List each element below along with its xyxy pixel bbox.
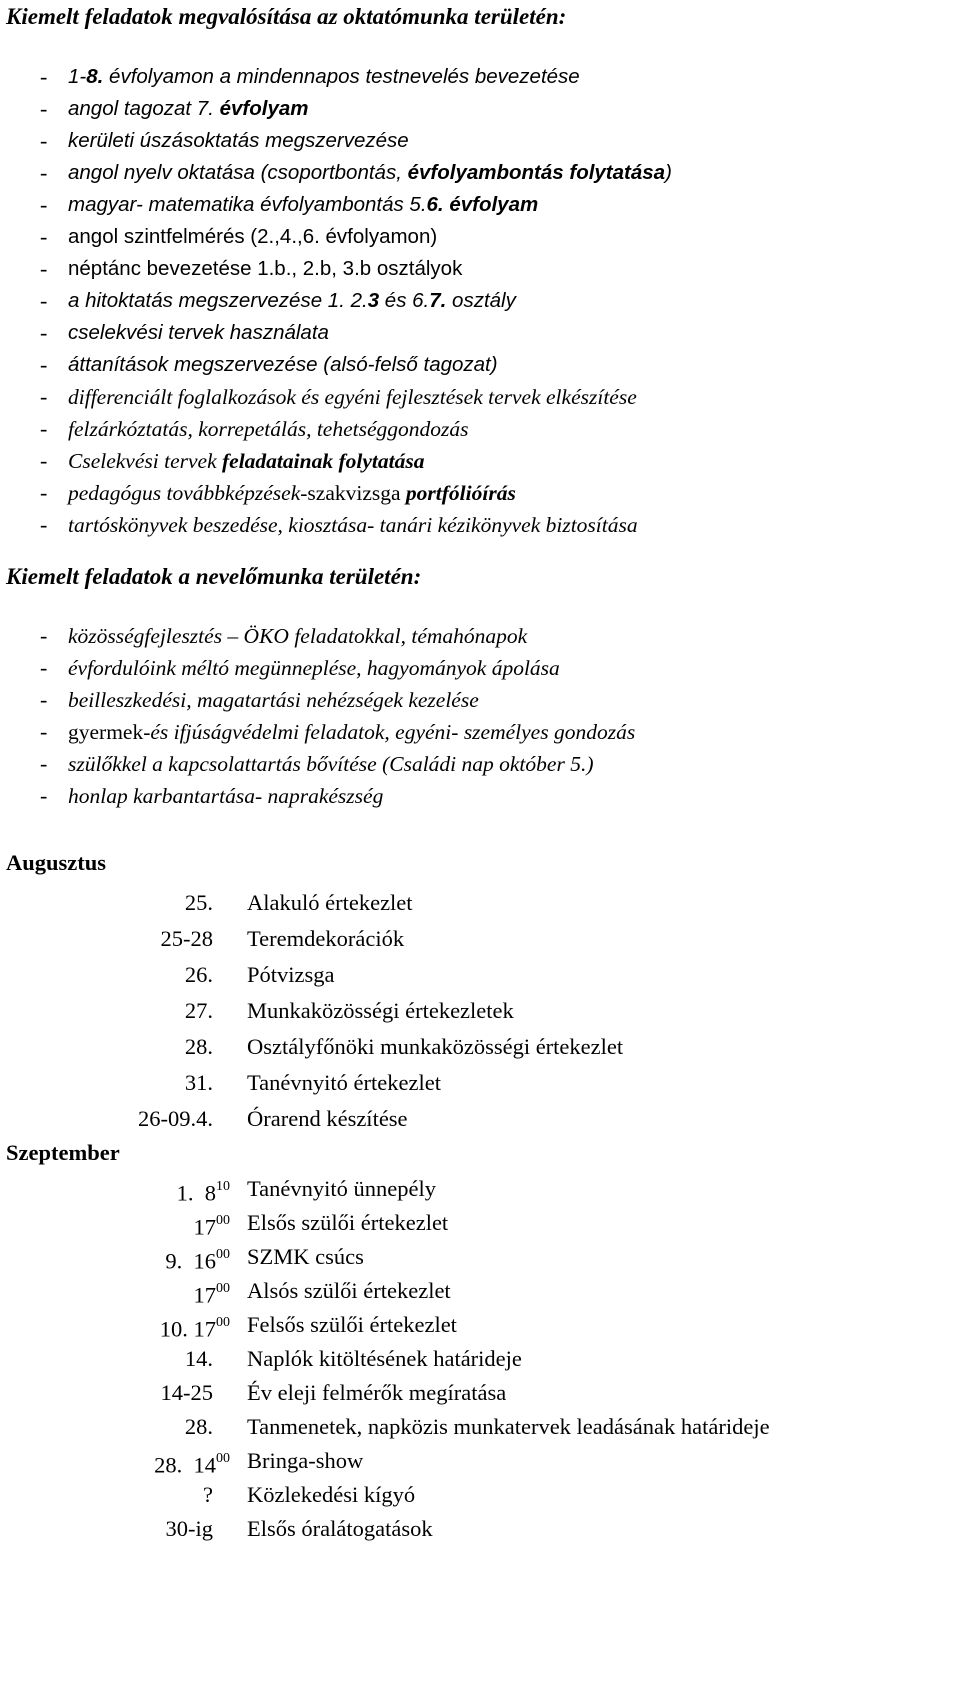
schedule-time-minutes: 00: [216, 1281, 230, 1296]
bullet-dash: -: [40, 320, 48, 345]
bullet-dash: -: [40, 352, 48, 377]
schedule-event: Osztályfőnöki munkaközösségi értekezlet: [247, 1034, 624, 1059]
task-text-part: felzárkóztatás, korrepetálás, tehetséggondozás: [68, 417, 469, 441]
bullet-dash: -: [40, 751, 48, 776]
schedule-event: Munkaközösségi értekezletek: [247, 998, 514, 1023]
task-text-part: 7.: [429, 289, 447, 312]
schedule-date: [0, 1308, 230, 1347]
task-text: [68, 317, 329, 349]
schedule-date-text: 26.: [184, 962, 213, 987]
task-text: [68, 349, 498, 381]
task-text-part: magyar- matematika évfolyambontás 5.: [68, 193, 427, 216]
bullet-dash: -: [40, 384, 48, 409]
schedule-event: Felsős szülői értekezlet: [247, 1312, 457, 1337]
bullet-dash: -: [40, 512, 48, 537]
task-text: [68, 652, 560, 684]
schedule-time-minutes: 00: [216, 1315, 230, 1330]
task-text-part: közösségfejlesztés – ÖKO feladatokkal, témahónapok: [68, 624, 528, 648]
task-text: [68, 509, 638, 541]
bullet-dash: -: [40, 416, 48, 441]
task-text-part: kerületi úszásoktatás megszervezése: [68, 129, 409, 152]
task-text-part: a hitoktatás megszervezése 1. 2.: [68, 289, 368, 312]
schedule-date-text: 27.: [184, 998, 213, 1023]
schedule-date: [0, 1274, 230, 1313]
schedule-event: Tanmenetek, napközis munkatervek leadásának határideje: [247, 1414, 770, 1439]
task-text-part: néptánc bevezetése 1.b., 2.b, 3.b osztályok: [68, 257, 463, 280]
task-text: [68, 445, 424, 477]
schedule-date-text: 26-09.4.: [138, 1106, 213, 1131]
section-nevelo-title: Kiemelt feladatok a nevelőmunka területén:: [6, 564, 422, 589]
task-text: [68, 93, 308, 125]
schedule-event: Bringa-show: [247, 1448, 364, 1473]
task-text-part: évfolyamon a mindennapos testnevelés bevezetése: [103, 65, 580, 88]
task-text-part: osztály: [446, 289, 516, 312]
task-text-part: áttanítások megszervezése (alsó-felső tagozat): [68, 353, 498, 376]
schedule-event: Alakuló értekezlet: [247, 890, 413, 915]
bullet-dash: -: [40, 128, 48, 153]
task-text-part: feladatainak folytatása: [222, 449, 425, 473]
bullet-dash: -: [40, 687, 48, 712]
bullet-dash: -: [40, 480, 48, 505]
bullet-dash: -: [40, 96, 48, 121]
task-text-part: differenciált foglalkozások és egyéni fejlesztések tervek elkészítése: [68, 385, 637, 409]
task-text-part: gyermek: [68, 720, 144, 744]
bullet-dash: -: [40, 64, 48, 89]
task-text: [68, 157, 672, 189]
schedule-date: [0, 1065, 230, 1101]
bullet-dash: -: [40, 160, 48, 185]
schedule-date-text: 30-ig: [165, 1516, 213, 1541]
task-text-part: és 6.: [379, 289, 430, 312]
task-text-part: szülőkkel a kapcsolattartás bővítése (Családi nap október 5.): [68, 752, 594, 776]
schedule-event: SZMK csúcs: [247, 1244, 364, 1269]
schedule-date: [0, 957, 230, 993]
task-text: [68, 477, 516, 509]
task-text-part: portfólióírás: [405, 481, 516, 505]
section-oktato-title: Kiemelt feladatok megvalósítása az oktatómunka területén:: [6, 4, 567, 29]
schedule-event: Alsós szülői értekezlet: [247, 1278, 451, 1303]
month-augusztus: Augusztus: [6, 850, 107, 875]
task-text: [68, 253, 462, 285]
task-text: [68, 684, 479, 716]
schedule-date-text: 14.: [184, 1346, 213, 1371]
task-text-part: pedagógus továbbképzések: [68, 481, 301, 505]
task-text-part: 1-: [68, 65, 87, 88]
schedule-event: Tanévnyitó értekezlet: [247, 1070, 441, 1095]
schedule-date-text: ?: [203, 1482, 213, 1507]
schedule-time-minutes: 10: [216, 1179, 230, 1194]
schedule-date-text: 17: [193, 1282, 216, 1308]
task-text: [68, 381, 637, 413]
task-text: [68, 780, 383, 812]
schedule-date: [0, 1240, 230, 1279]
task-text: [68, 620, 527, 652]
bullet-dash: -: [40, 655, 48, 680]
schedule-date-text: 28. 14: [154, 1452, 216, 1478]
task-text: [68, 413, 469, 445]
task-text-part: Cselekvési tervek: [68, 449, 222, 473]
task-text-part: beilleszkedési, magatartási nehézségek kezelése: [68, 688, 479, 712]
bullet-dash: -: [40, 256, 48, 281]
bullet-dash: -: [40, 783, 48, 808]
schedule-date-text: 28.: [184, 1414, 213, 1439]
task-text-part: évfolyam: [219, 97, 309, 120]
schedule-date: [0, 1478, 230, 1512]
schedule-event: Teremdekorációk: [247, 926, 405, 951]
schedule-date: [0, 1172, 230, 1211]
task-text: [68, 189, 538, 221]
schedule-date: [0, 1101, 230, 1137]
schedule-date: [0, 993, 230, 1029]
task-text-part: -és ifjúságvédelmi feladatok, egyéni- személyes gondozás: [143, 720, 636, 744]
task-text: [68, 285, 516, 317]
schedule-event: Év eleji felmérők megíratása: [247, 1380, 507, 1405]
schedule-date: [0, 1444, 230, 1483]
task-text-part: 6. évfolyam: [426, 193, 539, 216]
task-text-part: ): [665, 161, 672, 184]
task-text-part: cselekvési tervek használata: [68, 321, 329, 344]
schedule-date-text: 25.: [184, 890, 213, 915]
task-text-part: -szakvizsga: [300, 481, 406, 505]
schedule-date-text: 9. 16: [165, 1248, 216, 1274]
task-text-part: angol nyelv oktatása (csoportbontás,: [68, 161, 408, 184]
schedule-event: Pótvizsga: [247, 962, 335, 987]
task-text-part: évfordulóink méltó megünneplése, hagyományok ápolása: [68, 656, 560, 680]
bullet-dash: -: [40, 448, 48, 473]
schedule-event: Közlekedési kígyó: [247, 1482, 416, 1507]
schedule-event: Órarend készítése: [247, 1106, 408, 1131]
task-text-part: évfolyambontás folytatása: [407, 161, 666, 184]
bullet-dash: -: [40, 224, 48, 249]
schedule-date-text: 17: [193, 1214, 216, 1240]
task-text: [68, 221, 437, 253]
task-text: [68, 125, 409, 157]
schedule-date-text: 1. 8: [176, 1180, 216, 1206]
schedule-date-text: 14-25: [160, 1380, 213, 1405]
schedule-event: Elsős óralátogatások: [247, 1516, 433, 1541]
bullet-dash: -: [40, 288, 48, 313]
schedule-date: [0, 921, 230, 957]
schedule-date: [0, 1206, 230, 1245]
schedule-time-minutes: 00: [216, 1247, 230, 1262]
task-text: [68, 716, 635, 748]
schedule-event: Naplók kitöltésének határideje: [247, 1346, 522, 1371]
month-szeptember: Szeptember: [6, 1140, 120, 1165]
schedule-time-minutes: 00: [216, 1213, 230, 1228]
schedule-time-minutes: 00: [216, 1451, 230, 1466]
task-text-part: 3: [367, 289, 380, 312]
schedule-date-text: 28.: [184, 1034, 213, 1059]
bullet-dash: -: [40, 719, 48, 744]
task-text-part: angol szintfelmérés (2.,4.,6. évfolyamon): [68, 225, 438, 248]
task-text-part: tartóskönyvek beszedése, kiosztása- tanári kézikönyvek biztosítása: [68, 513, 638, 537]
schedule-date: [0, 1029, 230, 1065]
task-text-part: honlap karbantartása- naprakészség: [68, 784, 384, 808]
bullet-dash: -: [40, 192, 48, 217]
task-text-part: 8.: [86, 65, 104, 88]
schedule-date: [0, 1512, 230, 1546]
schedule-date: [0, 1342, 230, 1376]
schedule-event: Tanévnyitó ünnepély: [247, 1176, 436, 1201]
schedule-date: [0, 885, 230, 921]
task-text: [68, 61, 580, 93]
schedule-date: [0, 1410, 230, 1444]
bullet-dash: -: [40, 623, 48, 648]
task-text: [68, 748, 593, 780]
schedule-date-text: 25-28: [160, 926, 213, 951]
schedule-date: [0, 1376, 230, 1410]
schedule-date-text: 31.: [184, 1070, 213, 1095]
schedule-event: Elsős szülői értekezlet: [247, 1210, 449, 1235]
task-text-part: angol tagozat 7.: [68, 97, 220, 120]
schedule-date-text: 10. 17: [159, 1316, 216, 1342]
